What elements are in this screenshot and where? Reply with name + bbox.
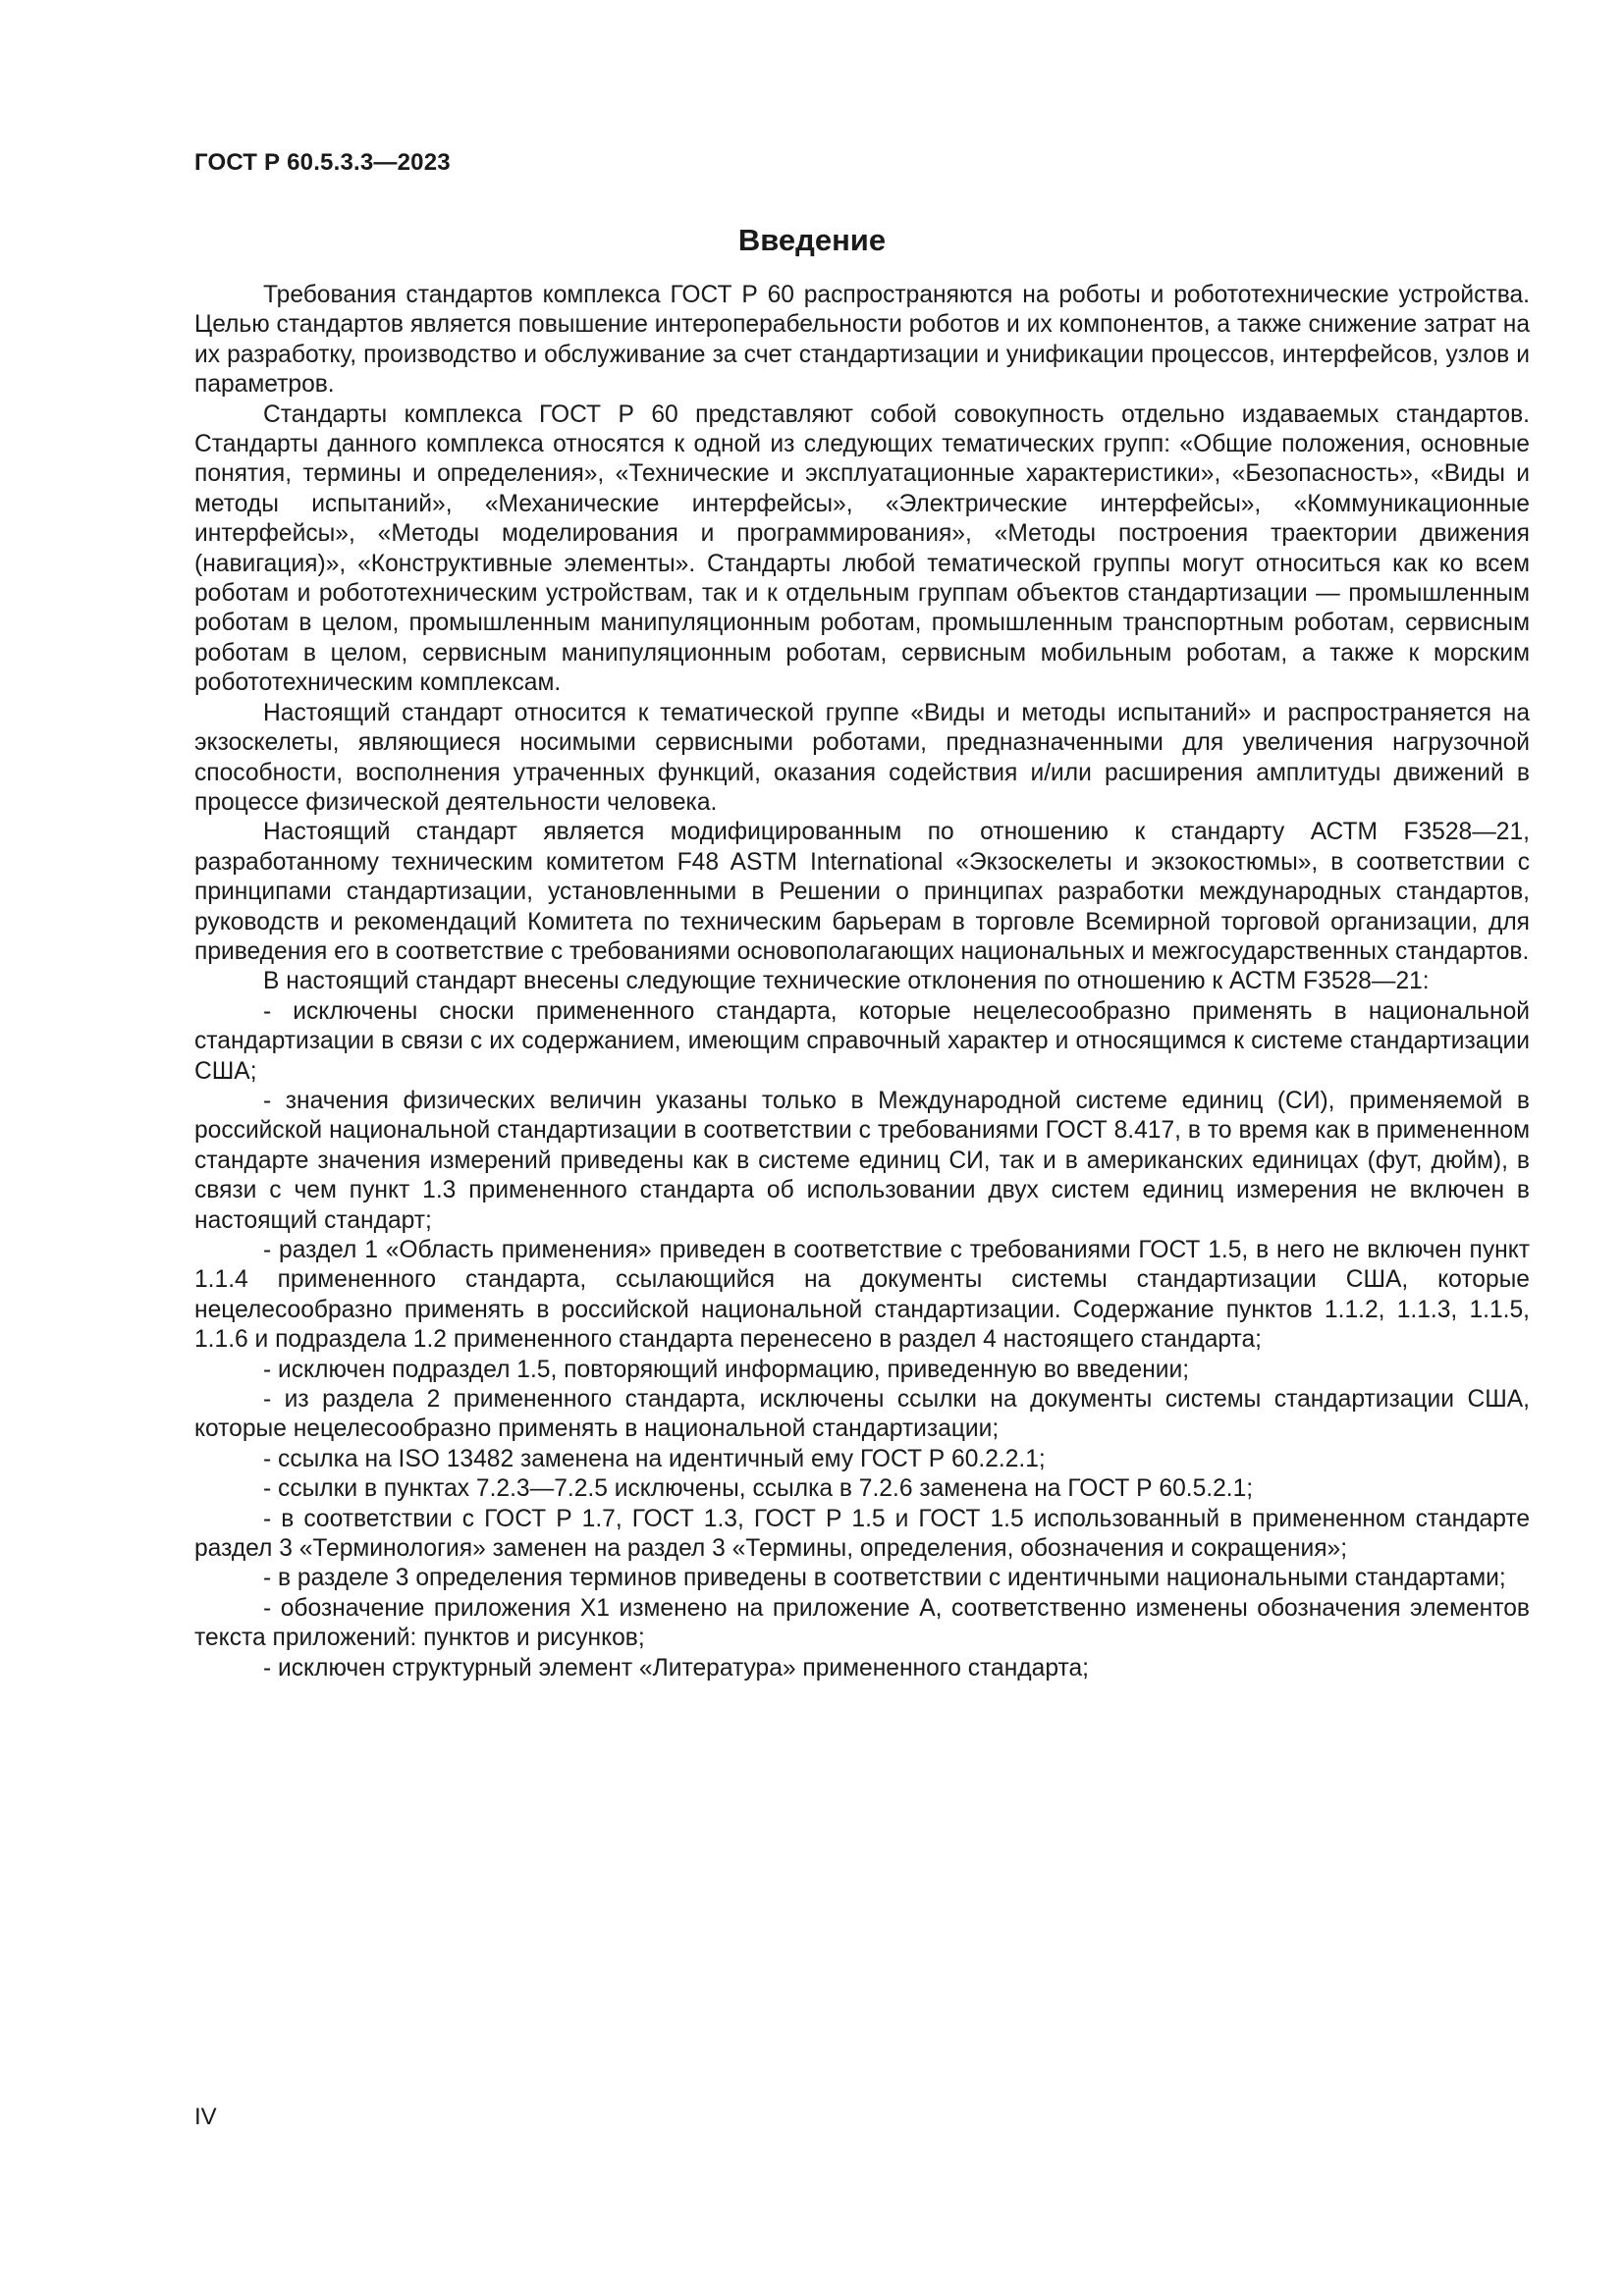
paragraph: В настоящий стандарт внесены следующие технические отклонения по отношению к АСТМ F3528—21: (263, 968, 1430, 995)
list-item: - значения физических величин указаны только в Международной системе единиц (СИ), применяемой в российской национальной стандартизации в соответствии с требованиями ГОСТ 8.417, в то время как в примененном стандарте значения измерений приведены как в системе единиц СИ, так и в американских единицах (фут, дюйм), в связи с чем пункт 1.3 примененного стандарта об использовании двух систем единиц измерения не включен в настоящий стандарт; (194, 1087, 1530, 1234)
paragraph: Требования стандартов комплекса ГОСТ Р 60 распространяются на роботы и робототехнические устройства. Целью стандартов является повышение интероперабельности роботов и их компонентов, а также снижение затрат на их разработку, производство и обслуживание за счет стандартизации и унификации процессов, интерфейсов, узлов и параметров. (194, 282, 1530, 399)
paragraph: Настоящий стандарт относится к тематической группе «Виды и методы испытаний» и распространяется на экзоскелеты, являющиеся носимыми сервисными роботами, предназначенными для увеличения нагрузочной способности, восполнения утраченных функций, оказания содействия и/или расширения амплитуды движений в процессе физической деятельности человека. (194, 699, 1530, 816)
list-item: - ссылки в пунктах 7.2.3—7.2.5 исключены, ссылка в 7.2.6 заменена на ГОСТ Р 60.5.2.1; (263, 1475, 1254, 1503)
section-title: Введение (737, 223, 887, 257)
list-item: - исключены сноски примененного стандарта, которые нецелесообразно применять в национальной стандартизации в связи с их содержанием, имеющим справочный характер и относящимся к системе стандартизации США; (194, 997, 1530, 1085)
list-item: - в разделе 3 определения терминов приведены в соответствии с идентичными национальными стандартами; (263, 1565, 1506, 1592)
list-item: - исключен подраздел 1.5, повторяющий информацию, приведенную во введении; (263, 1356, 1190, 1383)
list-item: - из раздела 2 примененного стандарта, исключены ссылки на документы системы стандартизации США, которые нецелесообразно применять в национальной стандартизации; (194, 1386, 1530, 1443)
list-item: - исключен структурный элемент «Литература» примененного стандарта; (263, 1654, 1089, 1682)
list-item: - ссылка на ISO 13482 заменена на идентичный ему ГОСТ Р 60.2.2.1; (263, 1445, 1046, 1472)
page-header: ГОСТ Р 60.5.3.3—2023 (194, 149, 451, 176)
list-item: - обозначение приложения X1 изменено на приложение А, соответственно изменены обозначения элементов текста приложений: пунктов и рисунков; (194, 1594, 1530, 1652)
body-text (194, 281, 1530, 1683)
paragraph: Стандарты комплекса ГОСТ Р 60 представляют собой совокупность отдельно издаваемых стандартов. Стандарты данного комплекса относятся к одной из следующих тематических групп: «Общие положения, основные понятия, термины и определения», «Технические и эксплуатационные характеристики», «Безопасность», «Виды и методы испытаний», «Механические интерфейсы», «Электрические интерфейсы», «Коммуникационные интерфейсы», «Методы моделирования и программирования», «Методы построения траектории движения (навигация)», «Конструктивные элементы». Стандарты любой тематической группы могут относиться как ко всем роботам и робототехническим устройствам, так и к отдельным группам объектов стандартизации — промышленным роботам в целом, промышленным манипуляционным роботам, промышленным транспортным роботам, сервисным роботам в целом, сервисным манипуляционным роботам, сервисным мобильным роботам, а также к морским робототехническим комплексам. (194, 400, 1530, 697)
list-item: - раздел 1 «Область применения» приведен в соответствие с требованиями ГОСТ 1.5, в него не включен пункт 1.1.4 примененного стандарта, ссылающийся на документы системы стандартизации США, которые нецелесообразно применять в российской национальной стандартизации. Содержание пунктов 1.1.2, 1.1.3, 1.1.5, 1.1.6 и подраздела 1.2 примененного стандарта перенесено в раздел 4 настоящего стандарта; (194, 1237, 1530, 1354)
paragraph: Настоящий стандарт является модифицированным по отношению к стандарту АСТМ F3528—21, разработанному техническим комитетом F48 ASTM International «Экзоскелеты и экзокостюмы», в соответствии с принципами стандартизации, установленными в Решении о принципах разработки международных стандартов, руководств и рекомендаций Комитета по техническим барьерам в торговле Всемирной торговой организации, для приведения его в соответствие с требованиями основополагающих национальных и межгосударственных стандартов. (194, 819, 1530, 965)
list-item: - в соответствии с ГОСТ Р 1.7, ГОСТ 1.3, ГОСТ Р 1.5 и ГОСТ 1.5 использованный в примененном стандарте раздел 3 «Терминология» заменен на раздел 3 «Термины, определения, обозначения и сокращения»; (194, 1505, 1530, 1563)
page-number: IV (194, 2104, 217, 2130)
